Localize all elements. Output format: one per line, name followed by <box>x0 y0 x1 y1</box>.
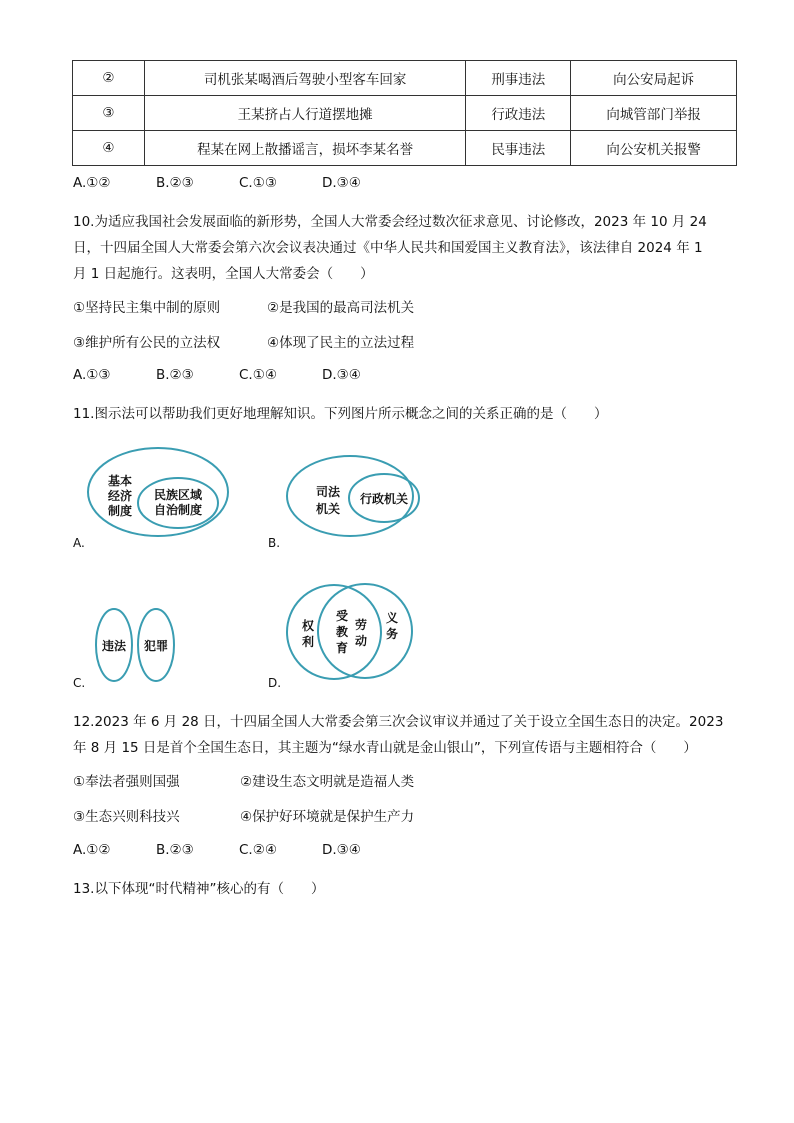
case-description: 程某在网上散播谣言，损坏李某名誉 <box>144 131 466 166</box>
diagram-c[interactable] <box>92 604 184 686</box>
overlap-label: 劳 <box>354 618 368 632</box>
outer-label: 制度 <box>107 504 133 518</box>
question-stem-line: 月 1 日起施行。这表明，全国人大常委会（ ） <box>73 266 374 282</box>
cases-table <box>72 60 737 166</box>
diagram-d[interactable] <box>284 580 416 686</box>
left-label: 利 <box>301 635 315 649</box>
statement-3: ③生态兴则科技兴 <box>73 809 180 825</box>
diagram-d-label: D. <box>268 676 282 690</box>
left-label: 违法 <box>101 639 127 653</box>
violation-type: 行政违法 <box>466 96 571 131</box>
right-label: 务 <box>385 627 399 641</box>
question-13-stem: 13.以下体现“时代精神”核心的有（ ） <box>73 881 325 897</box>
option-b[interactable]: B.②③ <box>156 367 194 383</box>
option-d[interactable]: D.③④ <box>322 842 361 858</box>
option-c[interactable]: C.②④ <box>239 842 277 858</box>
inner-label: 民族区域 <box>153 488 203 502</box>
row-number: ③ <box>73 96 145 131</box>
option-c[interactable]: C.①④ <box>239 367 277 383</box>
question-stem-line: 年 8 月 15 日是首个全国生态日，其主题为“绿水青山就是金山银山”，下列宣传语与主题相符合（ ） <box>73 740 697 756</box>
outer-label: 基本 <box>107 474 133 488</box>
overlap-label: 教 <box>335 625 349 639</box>
diagram-b-label: B. <box>268 536 281 550</box>
statement-3: ③维护所有公民的立法权 <box>73 335 221 351</box>
response-action: 向公安机关报警 <box>571 131 737 166</box>
case-description: 王某挤占人行道摆地摊 <box>144 96 466 131</box>
question-stem: 11.图示法可以帮助我们更好地理解知识。下列图片所示概念之间的关系正确的是（ ） <box>73 406 608 422</box>
response-action: 向城管部门举报 <box>571 96 737 131</box>
statement-4: ④保护好环境就是保护生产力 <box>240 809 415 825</box>
table-row <box>73 131 737 166</box>
outer-label: 机关 <box>315 502 341 516</box>
inner-label: 自治制度 <box>153 503 203 517</box>
violation-type: 民事违法 <box>466 131 571 166</box>
left-label: 权 <box>301 619 315 633</box>
statement-2: ②是我国的最高司法机关 <box>267 300 415 316</box>
table-row <box>73 61 737 96</box>
statement-1: ①坚持民主集中制的原则 <box>73 300 221 316</box>
option-a[interactable]: A.①② <box>73 842 111 858</box>
diagram-c-label: C. <box>73 676 86 690</box>
violation-type: 刑事违法 <box>466 61 571 96</box>
row-number: ② <box>73 61 145 96</box>
diagram-a[interactable] <box>80 440 240 544</box>
question-stem-line: 日，十四届全国人大常委会第六次会议表决通过《中华人民共和国爱国主义教育法》，该法律自 2024 年 1 <box>73 240 703 256</box>
question-stem-line: 12.2023 年 6 月 28 日，十四届全国人大常委会第三次会议审议并通过了关于设立全国生态日的决定。2023 <box>73 714 724 730</box>
overlap-label: 动 <box>354 634 368 648</box>
question-stem-line: 10.为适应我国社会发展面临的新形势，全国人大常委会经过数次征求意见、讨论修改，2023 年 10 月 24 <box>73 214 707 230</box>
outer-label: 司法 <box>315 485 341 499</box>
option-c[interactable]: C.①③ <box>239 175 277 191</box>
diagram-b[interactable] <box>280 448 428 544</box>
statement-1: ①奉法者强则国强 <box>73 774 180 790</box>
option-d[interactable]: D.③④ <box>322 175 361 191</box>
option-a[interactable]: A.①② <box>73 175 111 191</box>
row-number: ④ <box>73 131 145 166</box>
inner-label: 行政机关 <box>359 492 409 506</box>
case-description: 司机张某喝酒后驾驶小型客车回家 <box>144 61 466 96</box>
option-d[interactable]: D.③④ <box>322 367 361 383</box>
diagram-a-label: A. <box>73 536 85 550</box>
statement-2: ②建设生态文明就是造福人类 <box>240 774 415 790</box>
response-action: 向公安局起诉 <box>571 61 737 96</box>
outer-label: 经济 <box>107 489 133 503</box>
overlap-label: 受 <box>335 609 349 623</box>
overlap-label: 育 <box>335 641 349 655</box>
table-row <box>73 96 737 131</box>
option-a[interactable]: A.①③ <box>73 367 111 383</box>
statement-4: ④体现了民主的立法过程 <box>267 335 415 351</box>
right-label: 犯罪 <box>143 639 169 653</box>
right-label: 义 <box>385 611 399 625</box>
option-b[interactable]: B.②③ <box>156 175 194 191</box>
option-b[interactable]: B.②③ <box>156 842 194 858</box>
